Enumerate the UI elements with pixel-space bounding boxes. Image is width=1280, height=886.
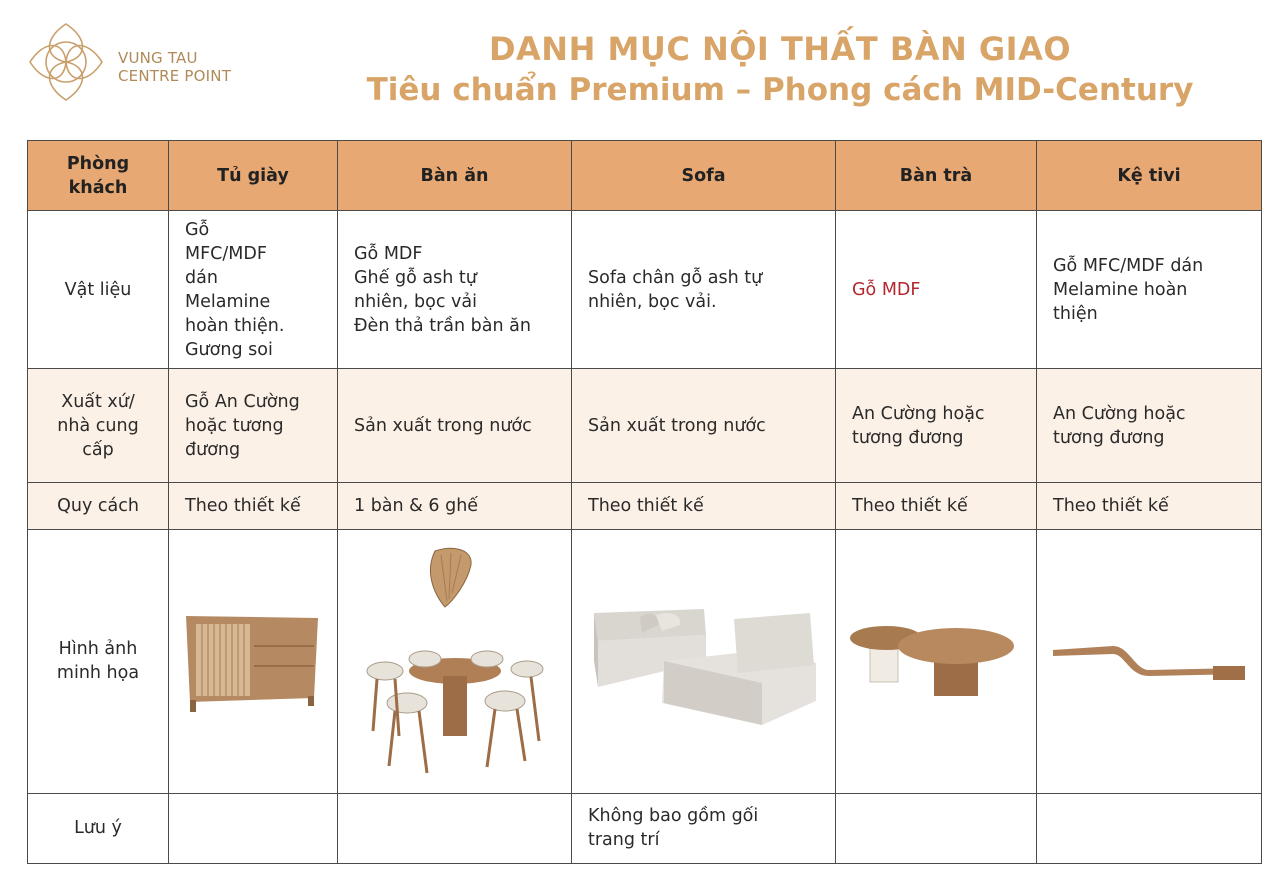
- material-dining-table: Gỗ MDF Ghế gỗ ash tự nhiên, bọc vải Đèn thả trần bàn ăn: [338, 211, 572, 369]
- table-row-spec: [28, 483, 1262, 529]
- table-header-row: [28, 141, 1262, 211]
- spec-shoe-cabinet: Theo thiết kế: [169, 483, 338, 529]
- tv-shelf-illustration: [1049, 636, 1249, 686]
- row-label-material: Vật liệu: [28, 211, 169, 369]
- image-shoe-cabinet: [169, 529, 338, 793]
- origin-coffee-table: An Cường hoặc tương đương: [836, 369, 1037, 483]
- image-coffee-table: [836, 529, 1037, 793]
- material-coffee-table: Gỗ MDF: [836, 211, 1037, 369]
- spec-coffee-table: Theo thiết kế: [836, 483, 1037, 529]
- coffee-table-illustration: [846, 616, 1026, 706]
- row-label-image: Hình ảnh minh họa: [28, 529, 169, 793]
- brand-line-2: CENTRE POINT: [118, 67, 232, 85]
- note-tv-shelf: [1037, 793, 1262, 863]
- origin-shoe-cabinet: Gỗ An Cường hoặc tương đương: [169, 369, 338, 483]
- table-row-origin: [28, 369, 1262, 483]
- sofa-illustration: [584, 591, 824, 731]
- header-room: Phòng khách: [28, 141, 169, 211]
- image-sofa: [572, 529, 836, 793]
- spec-tv-shelf: Theo thiết kế: [1037, 483, 1262, 529]
- note-coffee-table: [836, 793, 1037, 863]
- origin-tv-shelf: An Cường hoặc tương đương: [1037, 369, 1262, 483]
- brand-line-1: VUNG TAU: [118, 49, 198, 67]
- furniture-table: [27, 140, 1262, 864]
- table-row-note: [28, 793, 1262, 863]
- spec-sofa: Theo thiết kế: [572, 483, 836, 529]
- image-tv-shelf: [1037, 529, 1262, 793]
- header-shoe-cabinet: Tủ giày: [169, 141, 338, 211]
- origin-sofa: Sản xuất trong nước: [572, 369, 836, 483]
- note-dining-table: [338, 793, 572, 863]
- header-dining-table: Bàn ăn: [338, 141, 572, 211]
- brand-logo-icon: [26, 18, 116, 108]
- spec-dining-table: 1 bàn & 6 ghế: [338, 483, 572, 529]
- header-coffee-table: Bàn trà: [836, 141, 1037, 211]
- header-tv-shelf: Kệ tivi: [1037, 141, 1262, 211]
- table-row-material: [28, 211, 1262, 369]
- page-title: DANH MỤC NỘI THẤT BÀN GIAO: [488, 30, 1072, 68]
- material-sofa: Sofa chân gỗ ash tự nhiên, bọc vải.: [572, 211, 836, 369]
- material-tv-shelf: Gỗ MFC/MDF dán Melamine hoàn thiện: [1037, 211, 1262, 369]
- brand-logo: [26, 18, 266, 108]
- page-subtitle: Tiêu chuẩn Premium – Phong cách MID-Century: [366, 72, 1194, 108]
- material-shoe-cabinet: Gỗ MFC/MDF dán Melamine hoàn thiện. Gương soi: [169, 211, 338, 369]
- row-label-note: Lưu ý: [28, 793, 169, 863]
- row-label-origin: Xuất xứ/ nhà cung cấp: [28, 369, 169, 483]
- origin-dining-table: Sản xuất trong nước: [338, 369, 572, 483]
- table-row-image: [28, 529, 1262, 793]
- shoe-cabinet-illustration: [178, 606, 328, 716]
- dining-set-illustration: [355, 541, 555, 781]
- image-dining-table: [338, 529, 572, 793]
- row-label-spec: Quy cách: [28, 483, 169, 529]
- note-sofa: Không bao gồm gối trang trí: [572, 793, 836, 863]
- header-sofa: Sofa: [572, 141, 836, 211]
- note-shoe-cabinet: [169, 793, 338, 863]
